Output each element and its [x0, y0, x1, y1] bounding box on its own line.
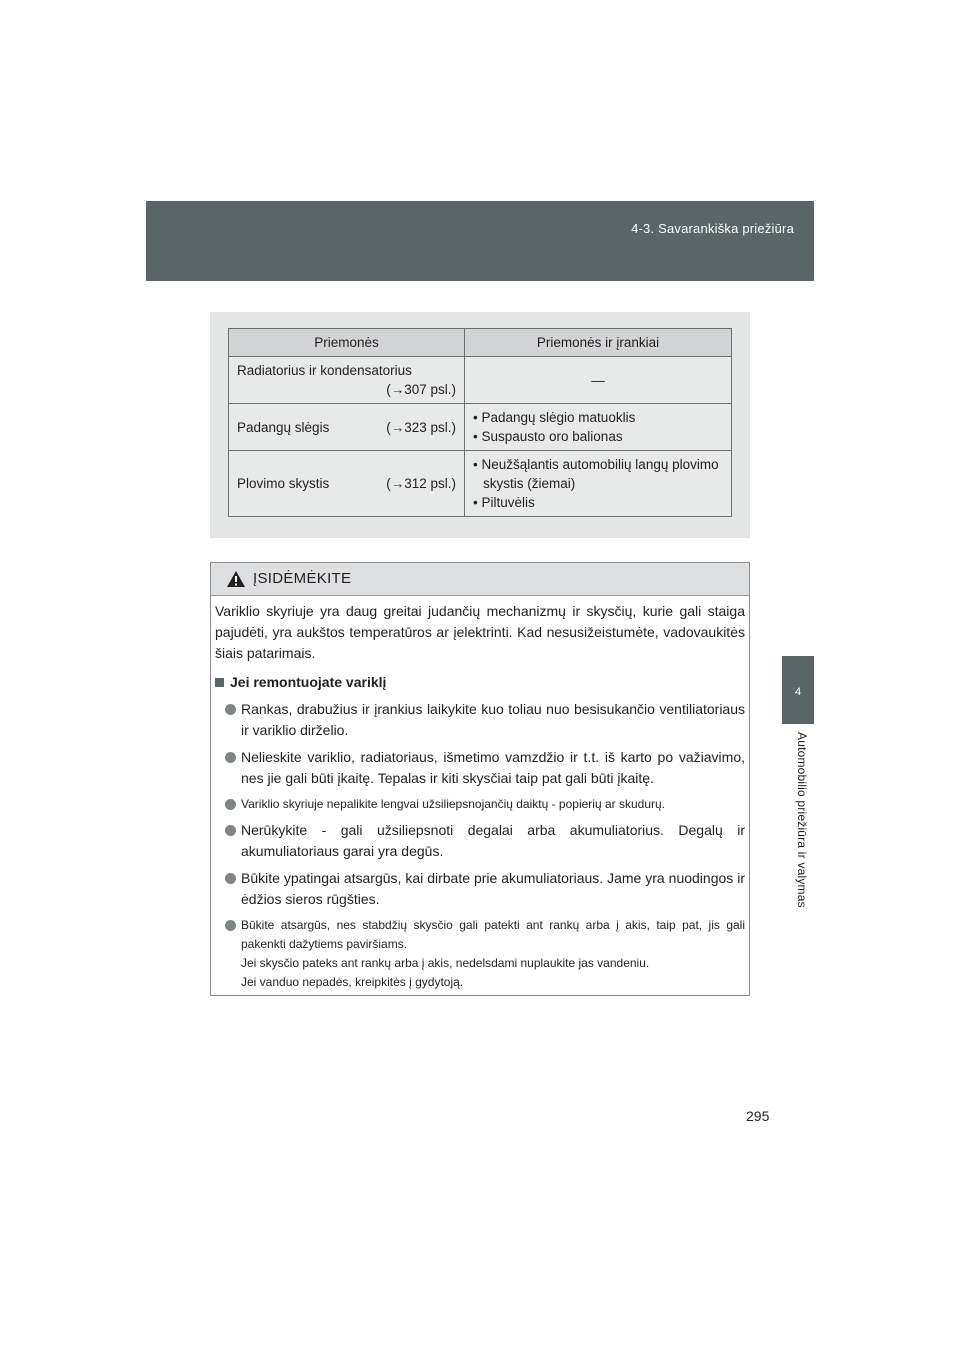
bullet-icon [225, 752, 236, 763]
list-item-text: Nelieskite variklio, radiatoriaus, išmetimo vamzdžio ir t.t. iš karto po važiavimo, nes jie gali būti įkaitę. Tepalas ir kiti skysčiai taip pat gali būti įkaitę. [241, 749, 745, 786]
list-item-text: Rankas, drabužius ir įrankius laikykite kuo toliau nuo besisukančio ventiliatoriaus ir variklio dirželio. [241, 701, 745, 738]
bullet-icon [225, 873, 236, 884]
list-item-text: Būkite atsargūs, nes stabdžių skysčio gali patekti ant rankų arba į akis, taip pat, jis gali pakenkti dažytiems paviršiams. [241, 918, 745, 951]
warning-title: ĮSIDĖMĖKITE [253, 570, 352, 587]
list-item-text: Būkite ypatingai atsargūs, kai dirbate prie akumuliatoriaus. Jame yra nuodingos ir ėdžios sieros rūgšties. [241, 870, 745, 907]
page-reference: (→323 psl.) [386, 419, 456, 435]
page-reference: (→307 psl.) [386, 382, 456, 397]
section-title: 4-3. Savarankiška priežiūra [631, 221, 794, 236]
chapter-title: Automobilio priežiūra ir valymas [795, 732, 809, 908]
list-item [215, 916, 745, 992]
list-item [215, 820, 745, 862]
list-item [215, 699, 745, 741]
table-row [229, 357, 732, 404]
list-item [215, 795, 745, 814]
list-item-text: Variklio skyriuje nepalikite lengvai užsiliepsnojančių daiktų - popierių ar skudurų. [241, 797, 665, 811]
warning-body [215, 601, 745, 992]
item-name: Plovimo skystis [237, 476, 330, 491]
tool-item: • Neužšąlantis automobilių langų plovimo skystis (žiemai) [473, 457, 719, 491]
table-header-row [229, 329, 732, 357]
tool-item: • Piltuvėlis [473, 495, 535, 510]
section-header-bar [146, 201, 814, 281]
list-item [215, 747, 745, 789]
list-item-extra-line: Jei vanduo nepadės, kreipkitės į gydytoją. [241, 975, 464, 989]
column-header-tools: Priemonės ir įrankiai [465, 329, 732, 357]
item-name: Radiatorius ir kondensatorius [237, 363, 412, 378]
item-name: Padangų slėgis [237, 419, 330, 435]
warning-intro: Variklio skyriuje yra daug greitai judančių mechanizmų ir skysčių, kurie gali staiga pajudėti, yra aukštos temperatūros ar įelektrinti. Kad nesusižeistumėte, vadovaukitės šiais patarimais. [215, 603, 745, 661]
table-cell-tools: — [465, 357, 732, 404]
bullet-icon [225, 920, 236, 931]
warning-box [210, 562, 750, 996]
subheading-text: Jei remontuojate variklį [230, 674, 387, 690]
chapter-number: 4 [794, 686, 802, 698]
warning-triangle-icon [226, 570, 246, 588]
table-cell-item [229, 404, 465, 451]
bullet-icon [225, 825, 236, 836]
bullet-icon [225, 799, 236, 810]
tools-table-panel [210, 312, 750, 538]
warning-subheading [215, 672, 745, 693]
table-row [229, 451, 732, 517]
page-number: 295 [746, 1108, 770, 1124]
table-cell-item [229, 357, 465, 404]
tool-item: • Suspausto oro balionas [473, 429, 623, 444]
warning-header [211, 563, 749, 596]
page-reference: (→312 psl.) [386, 476, 456, 491]
table-row [229, 404, 732, 451]
tool-item: • Padangų slėgio matuoklis [473, 410, 636, 425]
chapter-tab [782, 656, 814, 724]
list-item-text: Nerūkykite - gali užsiliepsnoti degalai arba akumuliatorius. Degalų ir akumuliatoriaus garai yra degūs. [241, 822, 745, 859]
tools-table [228, 328, 732, 517]
column-header-items: Priemonės [229, 329, 465, 357]
table-cell-tools [465, 404, 732, 451]
square-bullet-icon [215, 678, 224, 687]
table-cell-tools [465, 451, 732, 517]
bullet-icon [225, 704, 236, 715]
list-item [215, 868, 745, 910]
table-cell-item [229, 451, 465, 517]
list-item-extra-line: Jei skysčio pateks ant rankų arba į akis, nedelsdami nuplaukite jas vandeniu. [241, 956, 650, 970]
